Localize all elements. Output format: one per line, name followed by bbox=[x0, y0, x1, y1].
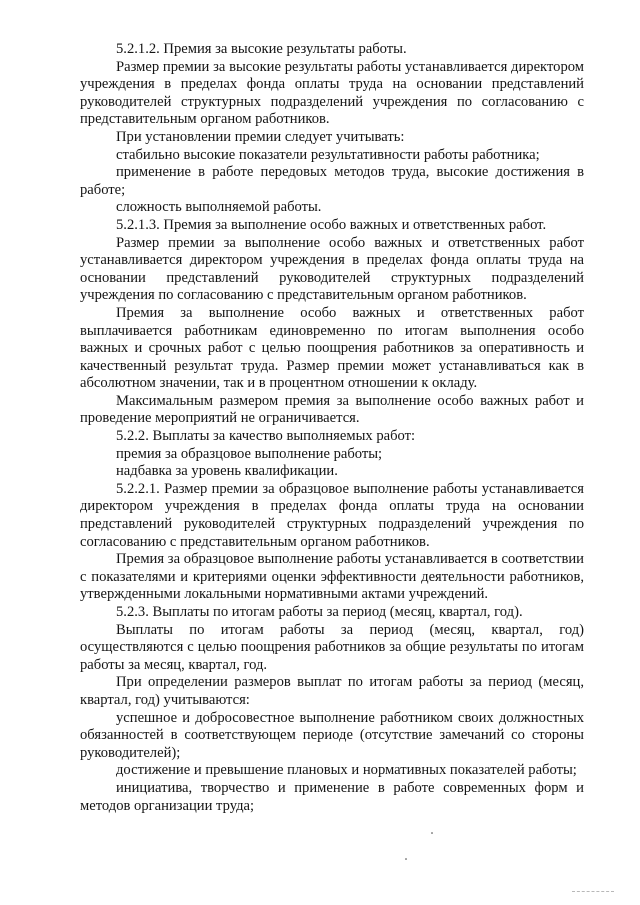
scan-edge-mark bbox=[572, 891, 614, 895]
paragraph: Размер премии за высокие результаты работы устанавливается директором учреждения в пределах фонда оплаты труда на основании представлений руководителей структурных подразделений учреждения по согласованию с представительным органом работников. bbox=[80, 58, 584, 128]
paragraph: Премия за выполнение особо важных и ответственных работ выплачивается работникам единовременно по итогам выполнения особо важных и срочных работ с целью поощрения работников за оперативность и качественный результат труда. Размер премии может устанавливаться как в абсолютном значении, так и в процентном отношении к окладу. bbox=[80, 304, 584, 392]
list-item: надбавка за уровень квалификации. bbox=[116, 463, 338, 480]
list-item: сложность выполняемой работы. bbox=[116, 199, 322, 216]
list-item: успешное и добросовестное выполнение работником своих должностных обязанностей в соответствующем периоде (отсутствие замечаний со стороны руководителей); bbox=[80, 709, 584, 761]
paragraph: Выплаты по итогам работы за период (месяц, квартал, год) осуществляются с целью поощрения работников за общие результаты по итогам работы за месяц, квартал, год. bbox=[80, 621, 584, 673]
paragraph: При определении размеров выплат по итогам работы за период (месяц, квартал, год) учитываются: bbox=[80, 674, 584, 708]
list-item: применение в работе передовых методов труда, высокие достижения в работе; bbox=[80, 164, 584, 198]
paragraph: Премия за образцовое выполнение работы устанавливается в соответствии с показателями и критериями оценки эффективности деятельности работников, утвержденными локальными нормативными актами учреждений. bbox=[80, 551, 584, 603]
paragraph: Максимальным размером премия за выполнение особо важных работ и проведение мероприятий не ограничивается. bbox=[80, 392, 584, 427]
list-item: стабильно высокие показатели результативности работы работника; bbox=[116, 146, 540, 163]
paragraph: Размер премии за выполнение особо важных и ответственных работ устанавливается директором учреждения в пределах фонда оплаты труда на основании представлений руководителей структурных подразделений учреждения по согласованию с представительным органом работников. bbox=[80, 234, 584, 304]
list-item: достижение и превышение плановых и нормативных показателей работы; bbox=[116, 762, 577, 779]
scan-speck bbox=[405, 858, 407, 860]
list-item: премия за образцовое выполнение работы; bbox=[116, 445, 383, 462]
section-heading-5-2-1-3: 5.2.1.3. Премия за выполнение особо важных и ответственных работ. bbox=[116, 216, 547, 233]
section-paragraph-5-2-2-1: 5.2.2.1. Размер премии за образцовое выполнение работы устанавливается директором учреждения в пределах фонда оплаты труда на основании представлений руководителей структурных подразделений учреждения по согласованию с представительным органом работников. bbox=[80, 480, 584, 550]
list-item: инициатива, творчество и применение в работе современных форм и методов организации труда; bbox=[80, 779, 584, 814]
section-heading-5-2-2: 5.2.2. Выплаты за качество выполняемых работ: bbox=[116, 428, 416, 445]
section-heading-5-2-1-2: 5.2.1.2. Премия за высокие результаты работы. bbox=[116, 41, 407, 57]
section-heading-5-2-3: 5.2.3. Выплаты по итогам работы за период (месяц, квартал, год). bbox=[116, 604, 523, 620]
paragraph: При установлении премии следует учитывать: bbox=[116, 128, 405, 145]
scan-speck bbox=[431, 832, 433, 834]
